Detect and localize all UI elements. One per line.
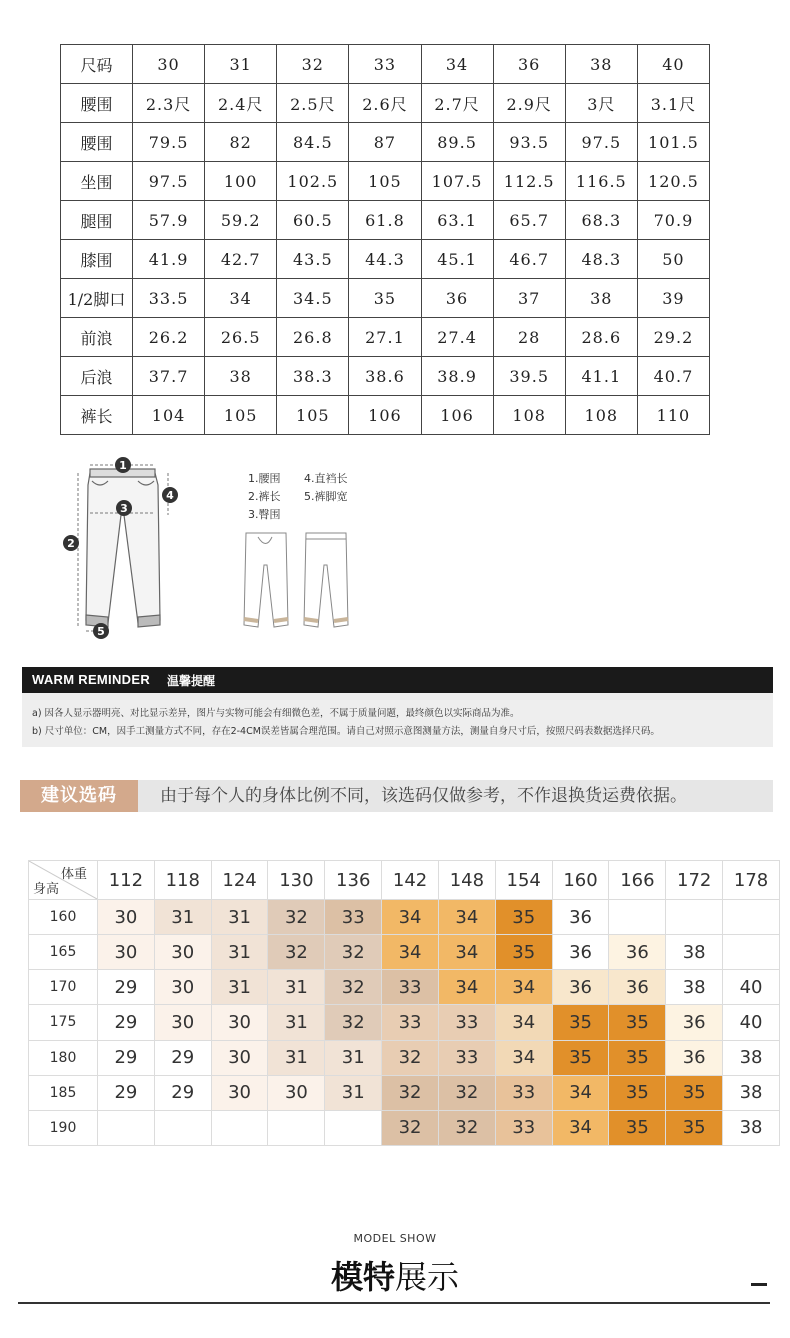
size-cell: 87 (349, 123, 421, 162)
recommended-size-cell: 33 (495, 1075, 552, 1110)
recommended-size-cell: 34 (438, 935, 495, 970)
height-label-cell: 160 (29, 900, 98, 935)
recommended-size-cell: 35 (609, 1005, 666, 1040)
recommended-size-cell: 38 (723, 1040, 780, 1075)
weight-header-cell: 124 (211, 861, 268, 900)
recommended-size-cell: 30 (268, 1075, 325, 1110)
size-cell: 29.2 (637, 318, 709, 357)
size-cell: 27.1 (349, 318, 421, 357)
recommended-size-cell: 33 (438, 1005, 495, 1040)
corner-weight-label: 体重 (60, 867, 87, 882)
model-show-subtitle: MODEL SHOW (353, 1232, 437, 1245)
warm-reminder-notes (22, 693, 773, 747)
size-cell: 102.5 (277, 162, 349, 201)
recommended-size-cell: 32 (382, 1040, 439, 1075)
size-cell: 38.6 (349, 357, 421, 396)
height-label-cell: 165 (29, 935, 98, 970)
recommended-size-cell: 31 (268, 1040, 325, 1075)
corner-cell (29, 861, 98, 900)
size-recommendation-table (28, 860, 780, 1146)
size-cell: 3.1尺 (637, 84, 709, 123)
size-cell: 41.9 (133, 240, 205, 279)
size-row-label: 膝围 (61, 240, 133, 279)
size-cell: 70.9 (637, 201, 709, 240)
size-row-label: 腰围 (61, 84, 133, 123)
size-cell: 63.1 (421, 201, 493, 240)
size-cell: 26.2 (133, 318, 205, 357)
recommended-size-cell: 30 (211, 1005, 268, 1040)
size-cell: 93.5 (493, 123, 565, 162)
recommended-size-cell (723, 935, 780, 970)
size-cell: 34 (421, 45, 493, 84)
recommended-size-cell: 29 (154, 1040, 211, 1075)
size-cell: 97.5 (565, 123, 637, 162)
size-cell: 101.5 (637, 123, 709, 162)
recommended-size-cell: 32 (382, 1075, 439, 1110)
legend-item: 4.直裆长 (304, 472, 348, 485)
size-cell: 28 (493, 318, 565, 357)
height-row (29, 970, 780, 1005)
size-cell: 110 (637, 396, 709, 435)
recommended-size-cell: 31 (325, 1075, 382, 1110)
size-cell: 38 (565, 45, 637, 84)
recommended-size-cell: 32 (325, 970, 382, 1005)
recommended-size-cell: 30 (98, 935, 155, 970)
pants-sketch-front (244, 533, 288, 627)
size-cell: 33.5 (133, 279, 205, 318)
recommended-size-cell: 29 (98, 970, 155, 1005)
size-row-label: 坐围 (61, 162, 133, 201)
recommended-size-cell (268, 1110, 325, 1145)
height-label-cell: 185 (29, 1075, 98, 1110)
recommended-size-cell: 32 (268, 935, 325, 970)
recommended-size-cell (211, 1110, 268, 1145)
recommended-size-cell: 34 (382, 900, 439, 935)
size-cell: 28.6 (565, 318, 637, 357)
size-cell: 30 (133, 45, 205, 84)
recommended-size-cell: 36 (609, 935, 666, 970)
recommended-size-cell: 33 (382, 1005, 439, 1040)
recommended-size-cell: 36 (552, 935, 609, 970)
diagram-legend (248, 470, 348, 524)
recommended-size-cell: 31 (211, 970, 268, 1005)
recommended-size-cell: 38 (666, 970, 723, 1005)
height-label-cell: 170 (29, 970, 98, 1005)
size-cell: 106 (349, 396, 421, 435)
size-row-label: 前浪 (61, 318, 133, 357)
size-cell: 105 (277, 396, 349, 435)
legend-item: 3.臀围 (248, 508, 281, 521)
weight-header-cell: 166 (609, 861, 666, 900)
recommended-size-cell: 38 (723, 1075, 780, 1110)
height-row (29, 1040, 780, 1075)
size-cell: 48.3 (565, 240, 637, 279)
size-row (61, 201, 710, 240)
recommended-size-cell: 31 (268, 1005, 325, 1040)
height-row (29, 1110, 780, 1145)
size-cell: 45.1 (421, 240, 493, 279)
recommended-size-cell: 32 (325, 1005, 382, 1040)
warm-reminder-header (22, 667, 773, 693)
weight-header-cell: 178 (723, 861, 780, 900)
recommended-size-cell: 40 (723, 970, 780, 1005)
model-show-title (0, 1252, 790, 1298)
size-cell: 41.1 (565, 357, 637, 396)
recommended-size-cell: 35 (666, 1075, 723, 1110)
recommended-size-cell: 35 (552, 1040, 609, 1075)
size-cell: 2.4尺 (205, 84, 277, 123)
recommended-size-cell: 34 (552, 1075, 609, 1110)
size-cell: 107.5 (421, 162, 493, 201)
size-cell: 32 (277, 45, 349, 84)
size-cell: 2.6尺 (349, 84, 421, 123)
size-cell: 61.8 (349, 201, 421, 240)
size-cell: 89.5 (421, 123, 493, 162)
recommended-size-cell: 38 (723, 1110, 780, 1145)
height-row (29, 935, 780, 970)
size-row (61, 279, 710, 318)
size-cell: 46.7 (493, 240, 565, 279)
pants-front-illustration (86, 469, 160, 627)
size-cell: 50 (637, 240, 709, 279)
size-cell: 38.9 (421, 357, 493, 396)
size-row-label: 裤长 (61, 396, 133, 435)
size-row (61, 162, 710, 201)
recommended-size-cell: 35 (495, 935, 552, 970)
size-cell: 34.5 (277, 279, 349, 318)
size-cell: 27.4 (421, 318, 493, 357)
size-cell: 108 (565, 396, 637, 435)
note-b: b) 尺寸单位：CM，因手工测量方式不同，存在2-4CM误差皆属合理范围。请自己对照示意图测量方法，测量自身尺寸后，按照尺码表数据选择尺码。 (32, 726, 660, 737)
weight-header-cell: 130 (268, 861, 325, 900)
size-row-label: 腿围 (61, 201, 133, 240)
size-row-label: 后浪 (61, 357, 133, 396)
size-cell: 2.5尺 (277, 84, 349, 123)
marker-4-label: 4 (166, 489, 174, 502)
recommended-size-cell: 36 (552, 970, 609, 1005)
size-cell: 105 (205, 396, 277, 435)
recommended-size-cell: 30 (98, 900, 155, 935)
weight-header-cell: 136 (325, 861, 382, 900)
size-cell: 31 (205, 45, 277, 84)
size-cell: 36 (421, 279, 493, 318)
size-cell: 84.5 (277, 123, 349, 162)
recommended-size-cell: 30 (154, 935, 211, 970)
size-cell: 40.7 (637, 357, 709, 396)
size-row (61, 84, 710, 123)
recommended-size-cell: 31 (325, 1040, 382, 1075)
warm-reminder-title-cn: 温馨提醒 (167, 674, 216, 688)
size-cell: 106 (421, 396, 493, 435)
recommended-size-cell: 31 (268, 970, 325, 1005)
recommended-size-cell: 30 (211, 1040, 268, 1075)
size-cell: 39 (637, 279, 709, 318)
weight-header-cell: 112 (98, 861, 155, 900)
size-cell: 120.5 (637, 162, 709, 201)
marker-2-label: 2 (67, 537, 75, 550)
size-cell: 40 (637, 45, 709, 84)
size-row (61, 396, 710, 435)
recommended-size-cell: 31 (154, 900, 211, 935)
size-cell: 100 (205, 162, 277, 201)
recommended-size-cell: 35 (495, 900, 552, 935)
warm-reminder-title-en: WARM REMINDER (32, 672, 151, 687)
recommended-size-cell (723, 900, 780, 935)
recommended-size-cell: 34 (495, 1040, 552, 1075)
recommended-size-cell: 36 (609, 970, 666, 1005)
height-row (29, 1005, 780, 1040)
size-cell: 2.7尺 (421, 84, 493, 123)
recommended-size-cell: 30 (211, 1075, 268, 1110)
weight-header-cell: 172 (666, 861, 723, 900)
size-cell: 97.5 (133, 162, 205, 201)
size-header-row (61, 45, 710, 84)
recommended-size-cell (666, 900, 723, 935)
recommended-size-cell: 40 (723, 1005, 780, 1040)
model-show-title-light: 展示 (395, 1258, 460, 1296)
height-row (29, 900, 780, 935)
recommended-size-cell: 34 (382, 935, 439, 970)
recommended-size-cell: 33 (325, 900, 382, 935)
legend-item: 2.裤长 (248, 490, 281, 503)
pants-sketch-back (304, 533, 348, 627)
dash-mark (751, 1283, 767, 1286)
suggestion-tag: 建议选码 (20, 780, 138, 812)
legend-item: 1.腰围 (248, 472, 281, 485)
size-cell: 44.3 (349, 240, 421, 279)
size-cell: 60.5 (277, 201, 349, 240)
recommended-size-cell: 34 (438, 900, 495, 935)
recommended-size-cell: 32 (268, 900, 325, 935)
height-label-cell: 180 (29, 1040, 98, 1075)
recommended-size-cell (98, 1110, 155, 1145)
recommended-size-cell: 36 (666, 1005, 723, 1040)
recommended-size-cell (325, 1110, 382, 1145)
size-cell: 26.5 (205, 318, 277, 357)
size-cell: 36 (493, 45, 565, 84)
recommended-size-cell: 30 (154, 1005, 211, 1040)
weight-header-cell: 154 (495, 861, 552, 900)
size-cell: 116.5 (565, 162, 637, 201)
recommended-size-cell: 30 (154, 970, 211, 1005)
recommended-size-cell: 35 (552, 1005, 609, 1040)
recommended-size-cell: 34 (552, 1110, 609, 1145)
divider-line (18, 1302, 770, 1304)
recommended-size-cell: 33 (438, 1040, 495, 1075)
size-row (61, 357, 710, 396)
size-cell: 108 (493, 396, 565, 435)
recommended-size-cell: 36 (552, 900, 609, 935)
size-cell: 26.8 (277, 318, 349, 357)
note-a: a) 因各人显示器明亮、对比显示差异，图片与实物可能会有细微色差，不属于质量问题，最终颜色以实际商品为准。 (32, 708, 520, 719)
size-cell: 38.3 (277, 357, 349, 396)
size-cell: 38 (565, 279, 637, 318)
weight-header-row (29, 861, 780, 900)
recommended-size-cell: 32 (382, 1110, 439, 1145)
recommended-size-cell: 29 (154, 1075, 211, 1110)
size-row (61, 123, 710, 162)
size-row (61, 318, 710, 357)
size-row-label: 尺码 (61, 45, 133, 84)
size-cell: 35 (349, 279, 421, 318)
recommended-size-cell: 34 (495, 970, 552, 1005)
size-cell: 112.5 (493, 162, 565, 201)
size-cell: 59.2 (205, 201, 277, 240)
size-cell: 2.3尺 (133, 84, 205, 123)
recommended-size-cell: 33 (495, 1110, 552, 1145)
recommended-size-cell: 31 (211, 900, 268, 935)
size-cell: 37 (493, 279, 565, 318)
suggestion-banner (20, 780, 773, 812)
size-cell: 104 (133, 396, 205, 435)
height-label-cell: 190 (29, 1110, 98, 1145)
size-cell: 3尺 (565, 84, 637, 123)
marker-3-label: 3 (120, 502, 128, 515)
size-chart-table (60, 44, 710, 435)
recommended-size-cell: 35 (609, 1075, 666, 1110)
size-row (61, 240, 710, 279)
size-cell: 105 (349, 162, 421, 201)
weight-header-cell: 148 (438, 861, 495, 900)
size-cell: 57.9 (133, 201, 205, 240)
size-cell: 37.7 (133, 357, 205, 396)
legend-item: 5.裤脚宽 (304, 490, 348, 503)
size-cell: 82 (205, 123, 277, 162)
weight-header-cell: 142 (382, 861, 439, 900)
recommended-size-cell: 29 (98, 1040, 155, 1075)
recommended-size-cell: 34 (438, 970, 495, 1005)
size-cell: 39.5 (493, 357, 565, 396)
recommended-size-cell: 32 (438, 1110, 495, 1145)
size-cell: 42.7 (205, 240, 277, 279)
recommended-size-cell: 31 (211, 935, 268, 970)
recommended-size-cell: 32 (438, 1075, 495, 1110)
size-cell: 65.7 (493, 201, 565, 240)
height-label-cell: 175 (29, 1005, 98, 1040)
size-cell: 68.3 (565, 201, 637, 240)
height-row (29, 1075, 780, 1110)
size-cell: 43.5 (277, 240, 349, 279)
size-cell: 33 (349, 45, 421, 84)
recommended-size-cell: 29 (98, 1005, 155, 1040)
corner-height-label: 身高 (33, 882, 60, 897)
size-cell: 2.9尺 (493, 84, 565, 123)
weight-header-cell: 160 (552, 861, 609, 900)
recommended-size-cell: 34 (495, 1005, 552, 1040)
recommended-size-cell: 33 (382, 970, 439, 1005)
size-cell: 38 (205, 357, 277, 396)
recommended-size-cell: 38 (666, 935, 723, 970)
size-cell: 79.5 (133, 123, 205, 162)
recommended-size-cell: 35 (609, 1110, 666, 1145)
model-show-title-bold: 模特 (330, 1258, 395, 1296)
marker-1-label: 1 (119, 459, 127, 472)
suggestion-text: 由于每个人的身体比例不同，该选码仅做参考，不作退换货运费依据。 (160, 786, 687, 806)
recommended-size-cell: 32 (325, 935, 382, 970)
size-row-label: 1/2脚口 (61, 279, 133, 318)
weight-header-cell: 118 (154, 861, 211, 900)
recommended-size-cell: 35 (666, 1110, 723, 1145)
marker-5-label: 5 (97, 625, 105, 638)
recommended-size-cell: 35 (609, 1040, 666, 1075)
recommended-size-cell: 29 (98, 1075, 155, 1110)
recommended-size-cell: 36 (666, 1040, 723, 1075)
recommended-size-cell (609, 900, 666, 935)
size-row-label: 腰围 (61, 123, 133, 162)
size-cell: 34 (205, 279, 277, 318)
recommended-size-cell (154, 1110, 211, 1145)
